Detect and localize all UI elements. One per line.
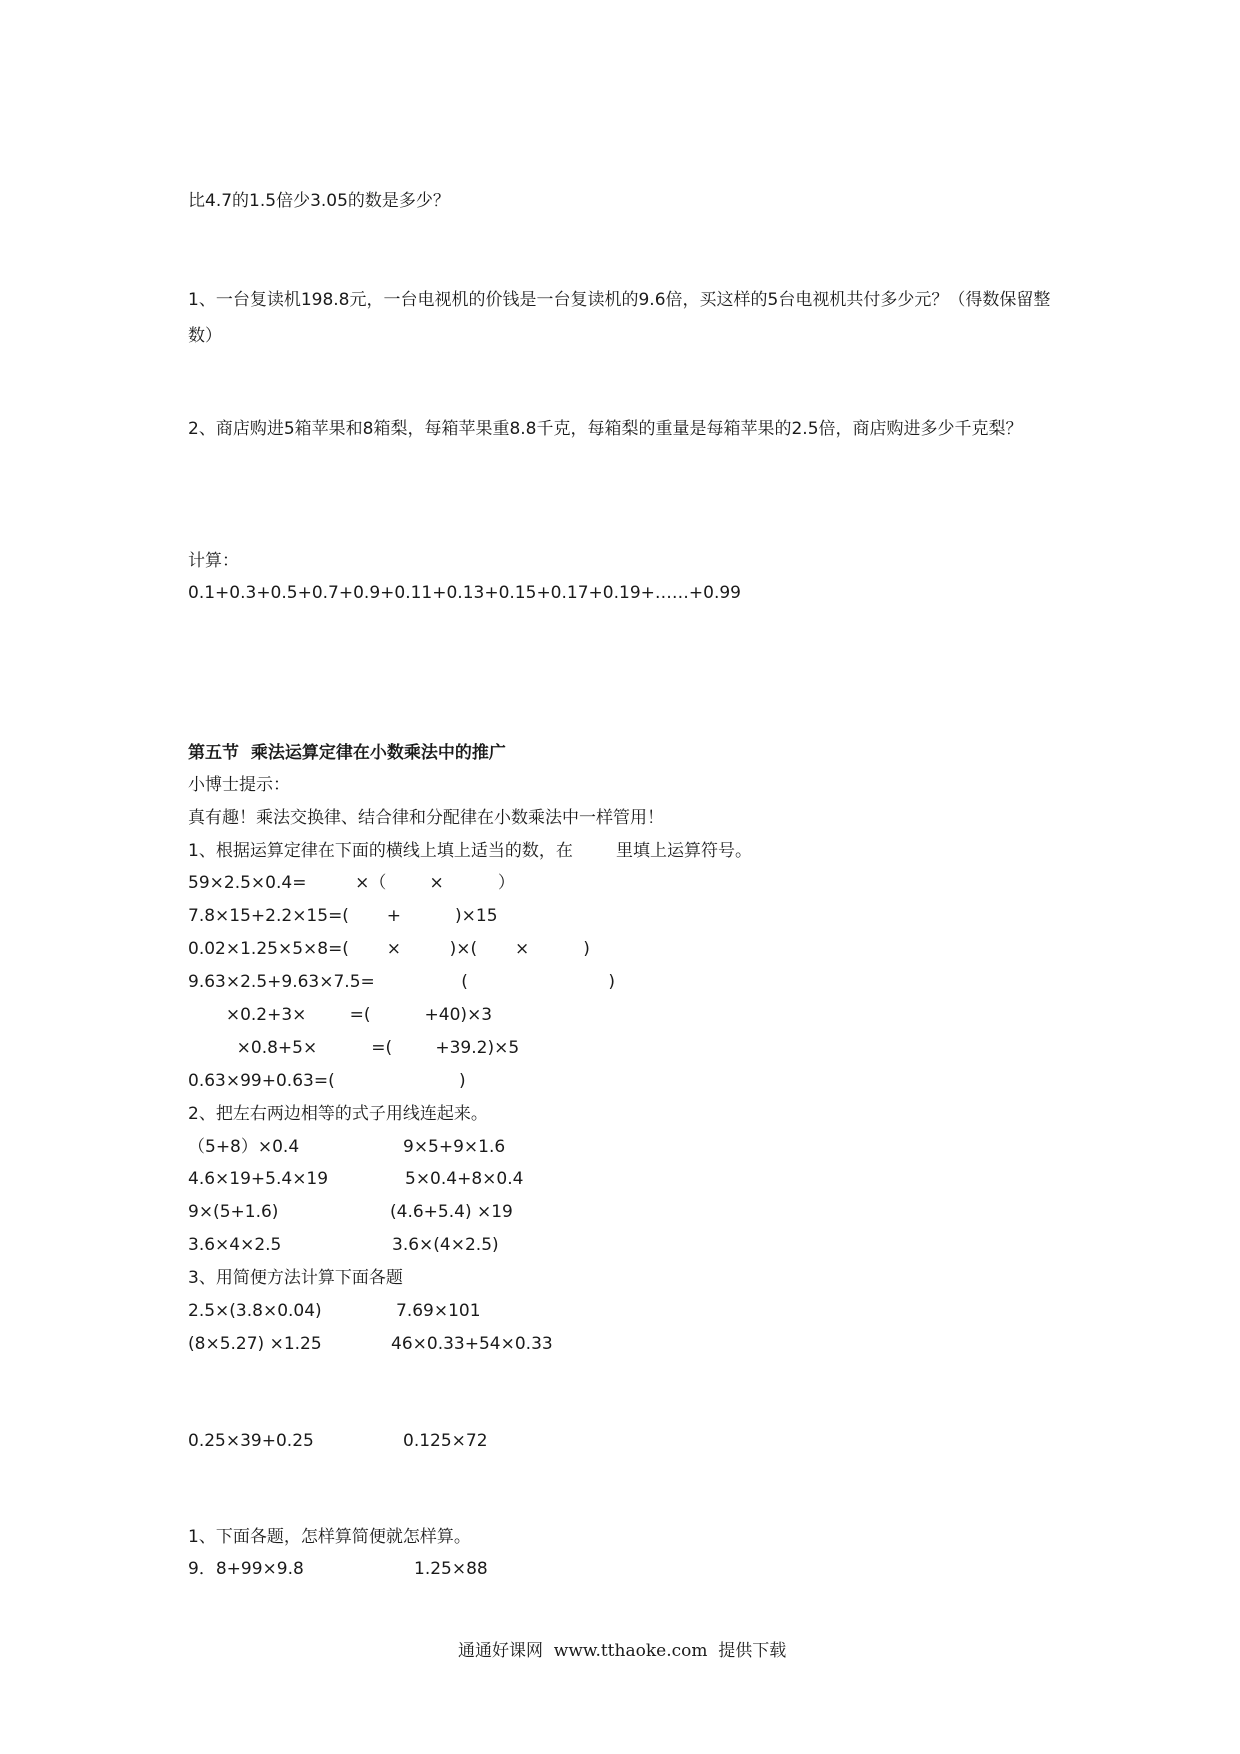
match-left: （5+8）×0.4: [188, 1137, 300, 1157]
simplify-left: (8×5.27) ×1.25: [188, 1334, 322, 1354]
footer-source: 通通好课网 www.tthaoke.com 提供下载: [458, 1641, 787, 1661]
exercise-2-title: 2、把左右两边相等的式子用线连起来。: [188, 1104, 488, 1124]
tip-label: 小博士提示：: [188, 775, 290, 795]
exercise-1-line: 0.02×1.25×5×8=( × )×( × ): [188, 939, 590, 959]
calc-expression: 0.1+0.3+0.5+0.7+0.9+0.11+0.13+0.15+0.17+0.19+……+0.99: [188, 583, 741, 603]
simplify-left: 0.25×39+0.25: [188, 1431, 314, 1451]
exercise-1-title: 1、根据运算定律在下面的横线上填上适当的数，在 里填上运算符号。: [188, 841, 753, 861]
match-left: 3.6×4×2.5: [188, 1235, 282, 1255]
simplify-right: 0.125×72: [403, 1431, 488, 1451]
tip-text: 真有趣！乘法交换律、结合律和分配律在小数乘法中一样管用！: [188, 808, 664, 828]
match-left: 4.6×19+5.4×19: [188, 1169, 329, 1189]
exercise-4-title: 1、下面各题，怎样算简便就怎样算。: [188, 1527, 471, 1547]
exercise-1-line: 7.8×15+2.2×15=( + )×15: [188, 906, 498, 926]
simplify-left: 2.5×(3.8×0.04): [188, 1301, 322, 1321]
section-title: 第五节 乘法运算定律在小数乘法中的推广: [188, 743, 506, 763]
question-compare: 比4.7的1.5倍少3.05的数是多少？: [188, 191, 450, 211]
exercise-1-line: ×0.8+5× =( +39.2)×5: [188, 1038, 520, 1058]
simplify-right: 1.25×88: [414, 1559, 488, 1579]
question-1: 1、一台复读机198.8元，一台电视机的价钱是一台复读机的9.6倍，买这样的5台电视机共付多少元？（得数保留整数）: [188, 290, 1051, 346]
match-right: (4.6+5.4) ×19: [390, 1202, 513, 1222]
exercise-1-line: 59×2.5×0.4= ×（ × ）: [188, 873, 515, 893]
exercise-1-line: ×0.2+3× =( +40)×3: [188, 1005, 493, 1025]
calc-label: 计算：: [188, 551, 239, 571]
match-right: 9×5+9×1.6: [403, 1137, 506, 1157]
question-2: 2、商店购进5箱苹果和8箱梨，每箱苹果重8.8千克，每箱梨的重量是每箱苹果的2.5倍，商店购进多少千克梨？: [188, 419, 1023, 439]
match-right: 5×0.4+8×0.4: [405, 1169, 524, 1189]
simplify-right: 46×0.33+54×0.33: [391, 1334, 553, 1354]
simplify-left: 9．8+99×9.8: [188, 1559, 304, 1579]
exercise-1-line: 0.63×99+0.63=( ): [188, 1071, 466, 1091]
exercise-1-line: 9.63×2.5+9.63×7.5= ( ): [188, 972, 615, 992]
simplify-right: 7.69×101: [396, 1301, 481, 1321]
match-left: 9×(5+1.6): [188, 1202, 279, 1222]
match-right: 3.6×(4×2.5): [392, 1235, 499, 1255]
exercise-3-title: 3、用简便方法计算下面各题: [188, 1268, 403, 1288]
